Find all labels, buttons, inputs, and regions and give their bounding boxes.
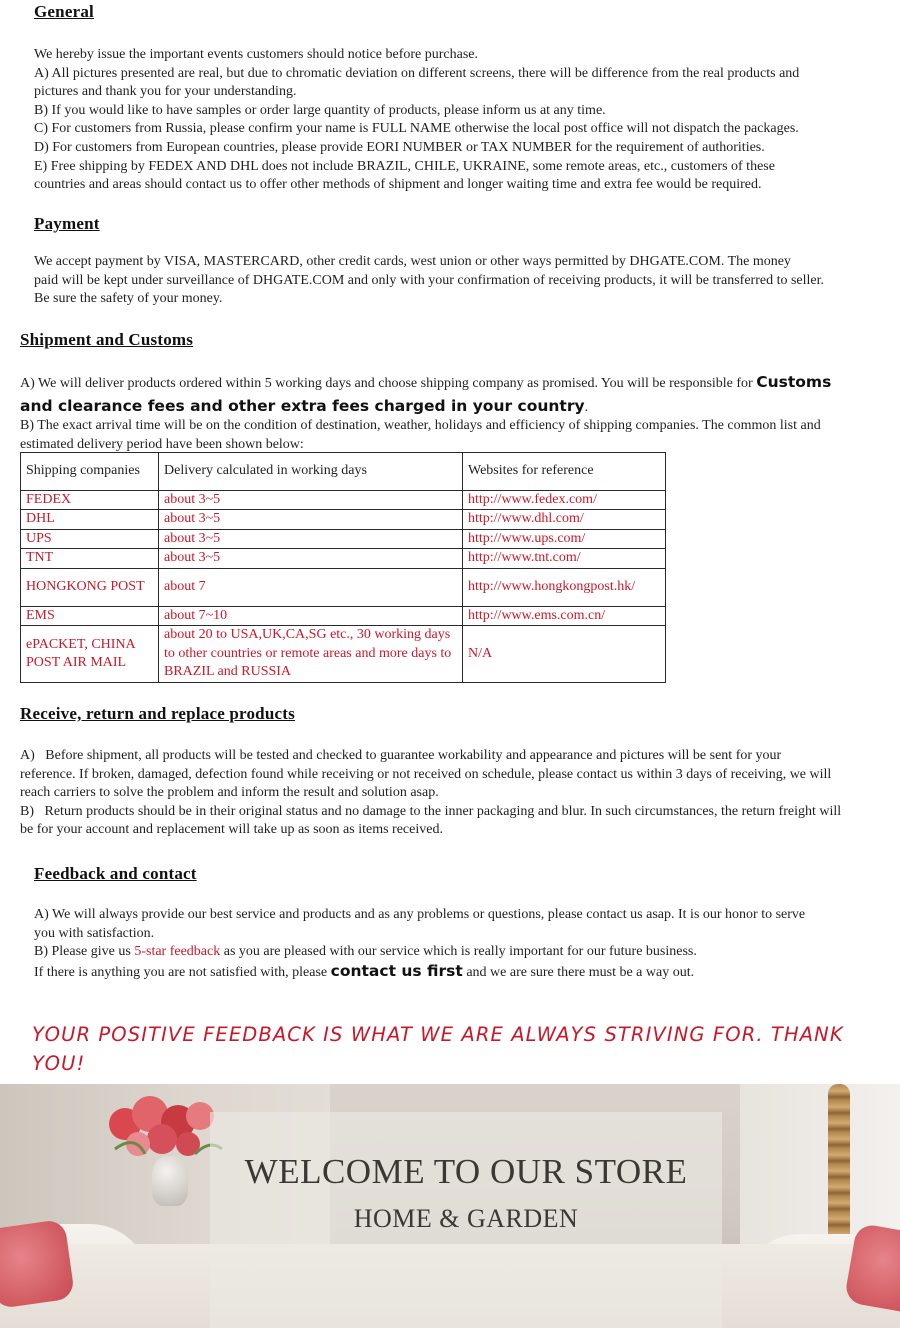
- table-row: [21, 606, 666, 625]
- table-header-cell: Delivery calculated in working days: [159, 453, 463, 491]
- pillow-decoration: [0, 1219, 75, 1309]
- five-star-feedback-text: 5-star feedback: [134, 944, 221, 960]
- table-row: [21, 568, 666, 606]
- table-row: [21, 549, 666, 568]
- table-cell-days: about 3~5: [159, 491, 463, 510]
- shipment-a-bold-2: and clearance fees and other extra fees charged in your country: [20, 396, 585, 415]
- returns-line: B) Return products should be in their original status and no damage to the inner packaging and blur. In such circumstances, the return freight will: [20, 803, 842, 819]
- table-cell-company: ePACKET, CHINA POST AIR MAIL: [21, 626, 159, 683]
- returns-line: be for your account and replacement will take up as soon as items received.: [20, 822, 443, 838]
- table-header-row: [21, 453, 666, 491]
- vase-decoration: [152, 1156, 188, 1206]
- general-line: E) Free shipping by FEDEX AND DHL does not include BRAZIL, CHILE, UKRAINE, some remote areas, etc., customers of these: [34, 158, 775, 174]
- feedback-heading: Feedback and contact: [34, 864, 197, 883]
- returns-text: [20, 747, 841, 840]
- table-cell-days: about 20 to USA,UK,CA,SG etc., 30 working days to other countries or remote areas and more days to BRAZIL and RUSSIA: [159, 626, 463, 683]
- payment-line: We accept payment by VISA, MASTERCARD, other credit cards, west union or other ways permitted by DHGATE.COM. The money: [34, 254, 791, 269]
- table-row: [21, 626, 666, 683]
- table-cell-site: http://www.hongkongpost.hk/: [463, 568, 666, 606]
- returns-line: reference. If broken, damaged, defection found while receiving or not received on schedule, please contact us within 3 days of receiving, we will: [20, 766, 832, 782]
- feedback-line: you with satisfaction.: [34, 925, 155, 941]
- contact-us-first-text: contact us first: [330, 961, 463, 980]
- returns-line: reach carriers to solve the problem and inform the result and solution asap.: [20, 785, 439, 801]
- shipment-a-end: .: [584, 399, 589, 415]
- general-line: B) If you would like to have samples or order large quantity of products, please inform us at any time.: [34, 102, 606, 118]
- shipment-text: [20, 373, 831, 454]
- shipment-line-a: [20, 373, 831, 394]
- feedback-text-part: as you are pleased with our service which is really important for our future business.: [220, 944, 697, 960]
- shipment-a-text: A) We will deliver products ordered within 5 working days and choose shipping company as promised. You will be responsible for: [20, 376, 753, 391]
- table-cell-site: http://www.tnt.com/: [463, 549, 666, 568]
- table-cell-site: http://www.dhl.com/: [463, 510, 666, 529]
- general-line: D) For customers from European countries, please provide EORI NUMBER or TAX NUMBER for the requirement of authorities.: [34, 139, 765, 155]
- table-cell-site: http://www.fedex.com/: [463, 491, 666, 510]
- feedback-text: [34, 906, 805, 982]
- feedback-line: [34, 962, 805, 983]
- feedback-line: [34, 943, 805, 962]
- table-cell-days: about 7: [159, 568, 463, 606]
- payment-heading: Payment: [34, 214, 100, 233]
- shipping-table: [20, 452, 666, 683]
- table-cell-company: EMS: [21, 606, 159, 625]
- shipment-heading: Shipment and Customs: [20, 330, 194, 349]
- shipment-a-bold: Customs: [756, 373, 832, 391]
- general-line: We hereby issue the important events customers should notice before purchase.: [34, 47, 479, 62]
- payment-line: Be sure the safety of your money.: [34, 291, 223, 307]
- table-row: [21, 491, 666, 510]
- table-row: [21, 510, 666, 529]
- feedback-line: A) We will always provide our best service and products and as any problems or questions, please contact us asap. It is our honor to serve: [34, 907, 806, 922]
- table-header-cell: Shipping companies: [21, 453, 159, 491]
- general-line: pictures and thank you for your understanding.: [34, 84, 297, 100]
- table-cell-company: DHL: [21, 510, 159, 529]
- table-cell-days: about 3~5: [159, 510, 463, 529]
- general-line: A) All pictures presented are real, but due to chromatic deviation on different screens, there will be difference from the real products and: [34, 65, 800, 81]
- table-cell-site: http://www.ups.com/: [463, 529, 666, 548]
- returns-line: A) Before shipment, all products will be tested and checked to guarantee workability and appearance and pictures will be sent for your: [20, 748, 782, 763]
- payment-line: paid will be kept under surveillance of DHGATE.COM and only with your confirmation of receiving products, it will be transferred to seller.: [34, 272, 825, 288]
- feedback-text-part: If there is anything you are not satisfied with, please: [34, 964, 331, 980]
- table-cell-company: TNT: [21, 549, 159, 568]
- table-cell-days: about 7~10: [159, 606, 463, 625]
- banner-title: WELCOME TO OUR STORE: [244, 1152, 688, 1191]
- banner-overlay: [210, 1112, 722, 1328]
- general-line: C) For customers from Russia, please confirm your name is FULL NAME otherwise the local post office will not dispatch the packages.: [34, 121, 799, 137]
- table-row: [21, 529, 666, 548]
- table-header-cell: Websites for reference: [463, 453, 666, 491]
- table-cell-company: FEDEX: [21, 491, 159, 510]
- general-text: [34, 46, 799, 195]
- general-heading: General: [34, 2, 94, 21]
- banner-subtitle: HOME & GARDEN: [353, 1204, 579, 1233]
- table-cell-site: http://www.ems.com.cn/: [463, 606, 666, 625]
- general-line: countries and areas should contact us to offer other methods of shipment and longer waiting time and extra fee would be required.: [34, 177, 762, 193]
- returns-heading: Receive, return and replace products: [20, 704, 295, 723]
- feedback-text-part: and we are sure there must be a way out.: [462, 964, 695, 980]
- feedback-text-part: B) Please give us: [34, 944, 135, 960]
- table-cell-company: HONGKONG POST: [21, 568, 159, 606]
- shipment-line-a2: [20, 397, 831, 418]
- shipment-line-b: B) The exact arrival time will be on the condition of destination, weather, holidays and efficiency of shipping companies. The common list and: [20, 418, 821, 434]
- table-cell-days: about 3~5: [159, 549, 463, 568]
- store-banner: [0, 1084, 900, 1328]
- thank-you-message: YOUR POSITIVE FEEDBACK IS WHAT WE ARE ALWAYS STRIVING FOR. THANK YOU!: [32, 1023, 844, 1075]
- shipment-line-b2: estimated delivery period have been shown below:: [20, 436, 304, 452]
- table-cell-site: N/A: [463, 626, 666, 683]
- payment-text: [34, 253, 824, 309]
- table-cell-company: UPS: [21, 529, 159, 548]
- table-cell-days: about 3~5: [159, 529, 463, 548]
